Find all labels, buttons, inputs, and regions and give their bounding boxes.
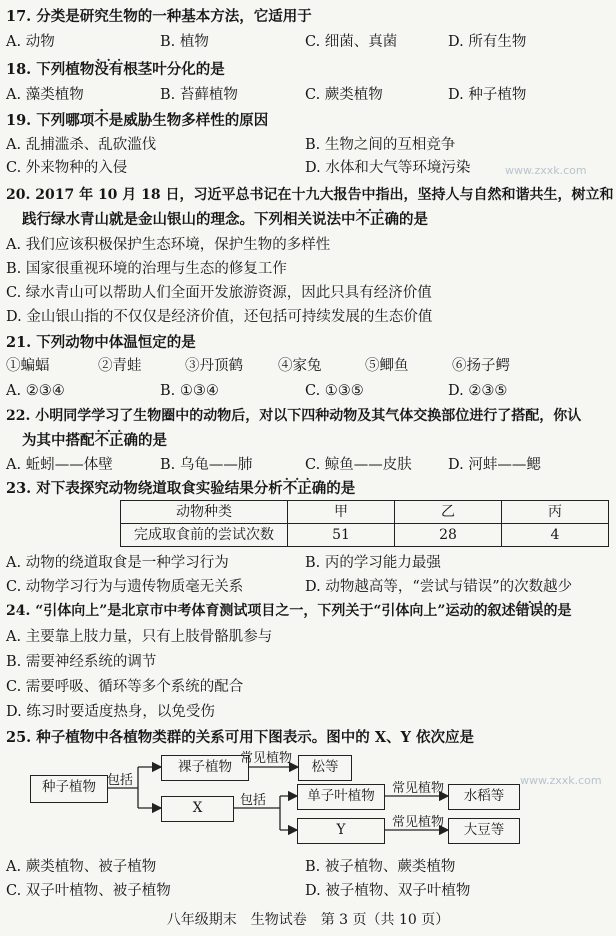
include-label-1: 包括: [107, 773, 134, 788]
table-cell: 51: [288, 524, 395, 547]
q21-option-d: D. ②③⑤: [448, 383, 508, 399]
q20-option-b: B. 国家很重视环境的治理与生态的修复工作: [6, 261, 287, 277]
q21-item-2: ②青蛙: [98, 358, 142, 374]
table-header-cell: 甲: [288, 501, 395, 524]
gymnosperm-box: 裸子植物: [161, 755, 249, 781]
q21-option-c: C. ①③⑤: [305, 383, 364, 399]
question-19-stem: 19. 下列哪项不是威胁生物多样性的原因: [6, 112, 269, 129]
q25-option-a: A. 蕨类植物、被子植物: [6, 859, 157, 875]
q18-option-d: D. 种子植物: [448, 87, 527, 103]
q21-item-3: ③丹顶鹤: [185, 358, 243, 374]
question-18-stem: 18. 下列植物没有 · · ·根茎叶分化的是: [6, 59, 225, 80]
emphasis-dots: 没有 · · ·: [94, 61, 123, 78]
question-25-stem: 25. 种子植物中各植物类群的关系可用下图表示。图中的 X、Y 依次应是: [6, 729, 474, 746]
q23-option-c: C. 动物学习行为与遗传物质毫无关系: [6, 579, 244, 595]
q21-item-1: ①蝙蝠: [6, 358, 50, 374]
watermark: www.zxxk.com: [520, 774, 602, 787]
q17-option-a: A. 动物: [6, 34, 55, 50]
q21-item-5: ⑤鲫鱼: [365, 358, 409, 374]
pine-box: 松等: [298, 755, 352, 781]
q17-option-c: C. 细菌、真菌: [305, 34, 398, 50]
q19-option-a: A. 乱捕滥杀、乱砍滥伐: [6, 137, 157, 153]
emphasis-dots: 不正确 · · ·: [95, 432, 139, 449]
q19-option-b: B. 生物之间的互相竞争: [305, 137, 456, 153]
q24-option-c: C. 需要呼吸、循环等多个系统的配合: [6, 679, 244, 695]
page-footer: 八年级期末 生物试卷 第 3 页（共 10 页）: [166, 912, 450, 928]
q20-option-a: A. 我们应该积极保护生态环境，保护生物的多样性: [6, 237, 331, 253]
q22-option-b: B. 乌龟——肺: [160, 457, 253, 473]
q25-option-c: C. 双子叶植物、被子植物: [6, 883, 171, 899]
question-24-stem: 24. “引体向上”是北京市中考体育测试项目之一，下列关于“引体向上”运动的叙述错误 · · ·的是: [6, 601, 571, 622]
q21-item-4: ④家兔: [278, 358, 322, 374]
q19-option-c: C. 外来物种的入侵: [6, 160, 128, 176]
q18-option-c: C. 蕨类植物: [305, 87, 383, 103]
y-box: Y: [297, 818, 385, 844]
table-header-cell: 乙: [395, 501, 502, 524]
emphasis-dot: 不: [94, 112, 109, 129]
q20-option-c: C. 绿水青山可以帮助人们全面开发旅游资源，因此只具有经济价值: [6, 285, 432, 301]
question-21-stem: 21. 下列动物中体温恒定的是: [6, 334, 196, 351]
q23-option-b: B. 丙的学习能力最强: [305, 555, 441, 571]
question-23-stem: 23. 对下表探究动物绕道取食实验结果分析不正确 · · ·的是: [6, 478, 355, 499]
q25-option-b: B. 被子植物、蕨类植物: [305, 859, 456, 875]
q21-option-b: B. ①③④: [160, 383, 219, 399]
question-22-stem-line1: 22. 小明同学学习了生物圈中的动物后，对以下四种动物及其气体交换部位进行了搭配，你认: [6, 408, 582, 424]
emphasis-dots: 不正确 · · ·: [283, 480, 327, 497]
q22-option-d: D. 河蚌——鳃: [448, 457, 541, 473]
question-20-stem-line2: 践行绿水青山就是金山银山的理念。下列相关说法中不正确 · · ·的是: [22, 209, 428, 230]
rice-box: 水稻等: [448, 784, 520, 810]
q21-item-6: ⑥扬子鳄: [452, 358, 510, 374]
emphasis-dots: 不正确 · · ·: [356, 211, 400, 228]
monocot-box: 单子叶植物: [297, 784, 385, 810]
q24-option-b: B. 需要神经系统的调节: [6, 654, 157, 670]
table-cell: 4: [502, 524, 609, 547]
q24-option-d: D. 练习时要适度热身，以免受伤: [6, 704, 215, 720]
q19-option-d: D. 水体和大气等环境污染: [305, 160, 471, 176]
q25-option-d: D. 被子植物、双子叶植物: [305, 883, 471, 899]
table-header-cell: 动物种类: [121, 501, 288, 524]
common-plant-label-2: 常见植物: [392, 781, 445, 796]
q17-option-b: B. 植物: [160, 34, 209, 50]
q22-option-c: C. 鲸鱼——皮肤: [305, 457, 412, 473]
table-cell: 28: [395, 524, 502, 547]
common-plant-label-3: 常见植物: [392, 815, 445, 830]
table-cell: 完成取食前的尝试次数: [121, 524, 288, 547]
q18-option-a: A. 藻类植物: [6, 87, 84, 103]
table-header-cell: 丙: [502, 501, 609, 524]
emphasis-dots: 错误 · · ·: [515, 603, 543, 619]
include-label-2: 包括: [240, 793, 267, 808]
q24-option-a: A. 主要靠上肢力量，只有上肢骨骼肌参与: [6, 629, 273, 645]
question-17-stem: 17. 分类是研究生物的一种基本方法，它适用于: [6, 8, 312, 25]
common-plant-label-1: 常见植物: [240, 751, 293, 766]
q23-option-a: A. 动物的绕道取食是一种学习行为: [6, 555, 229, 571]
q21-option-a: A. ②③④: [6, 383, 65, 399]
x-box: X: [161, 796, 234, 822]
q20-option-d: D. 金山银山指的不仅仅是经济价值，还包括可持续发展的生态价值: [6, 309, 433, 325]
q23-option-d: D. 动物越高等，“尝试与错误”的次数越少: [305, 579, 573, 595]
q22-option-a: A. 蚯蚓——体壁: [6, 457, 113, 473]
soybean-box: 大豆等: [448, 818, 520, 844]
question-22-stem-line2: 为其中搭配不正确 · · ·的是: [22, 430, 167, 451]
q17-option-d: D. 所有生物: [448, 34, 527, 50]
question-20-stem-line1: 20. 2017 年 10 月 18 日，习近平总书记在十九大报告中指出，坚持人与自然和谐共生，树立和: [6, 187, 614, 203]
watermark: www.zxxk.com: [505, 164, 587, 177]
q18-option-b: B. 苔藓植物: [160, 87, 238, 103]
seed-plant-box: 种子植物: [30, 775, 108, 803]
